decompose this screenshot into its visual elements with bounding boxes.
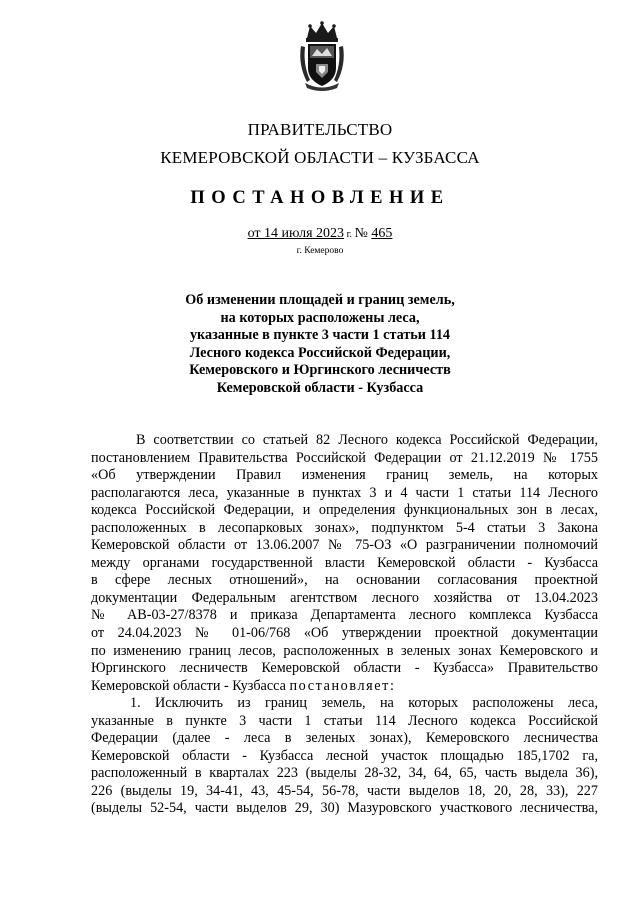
title-line: Лесного кодекса Российской Федерации, (189, 344, 451, 361)
body-line: от 24.04.2023 № 01-06/768 «Об утверждении проектной документации (91, 625, 598, 642)
title-line: Об изменении площадей и границ земель, (185, 292, 455, 308)
body-line: между органами государственной власти Кемеровской области - Кузбасса (91, 554, 598, 571)
document-number: 465 (371, 226, 393, 241)
city-name: г. Кемерово (296, 246, 344, 256)
document-title (150, 292, 490, 398)
government-name-line1: ПРАВИТЕЛЬСТВО (247, 120, 393, 139)
body-line: № АВ-03-27/8378 и приказа Департамента лесного комплекса Кузбасса (91, 607, 598, 624)
body-line: Юргинского лесничеств Кемеровской области - Кузбасса» Правительство (91, 660, 598, 677)
body-line: располагаются леса, указанные в пунктах 3 и 4 части 1 статьи 114 Лесного (91, 484, 598, 501)
coat-of-arms-icon (297, 20, 347, 92)
body-line: 1. Исключить из границ земель, на которых расположены леса, (130, 695, 598, 712)
body-line: 226 (выделы 19, 34-41, 43, 45-54, 56-78, части выделов 18, 20, 28, 33), 227 (91, 782, 598, 799)
body-line: Кемеровской области - Кузбасса лесной участок площадью 185,1702 га, (91, 747, 598, 764)
body-line: по изменению границ лесов, расположенных в зеленых зонах Кемеровского и (91, 642, 598, 659)
body-line: расположенных в лесопарковых зонах», подпунктом 5-4 статьи 3 Закона (91, 519, 598, 536)
title-line: на которых расположены леса, (220, 309, 420, 326)
document-type: ПОСТАНОВЛЕНИЕ (190, 188, 450, 208)
year-suffix: г. (344, 229, 355, 240)
body-line-text: Кемеровской области - Кузбасса (91, 677, 290, 694)
document-date: 14 июля 2023 (264, 226, 345, 241)
body-line: в сфере лесных отношений», на основании согласования проектной (91, 572, 598, 589)
resolves-word: постановляет: (289, 677, 396, 694)
body-line: постановлением Правительства Российской Федерации от 21.12.2019 № 1755 (91, 449, 598, 466)
body-line: кодекса Российской Федерации, и определения функциональных зон в лесах, (91, 502, 598, 519)
body-line: Кемеровской области от 13.06.2007 № 75-ОЗ «О разграничении полномочий (91, 537, 598, 554)
government-name-line2: КЕМЕРОВСКОЙ ОБЛАСТИ – КУЗБАССА (160, 148, 480, 167)
title-line: Кемеровского и Юргинского лесничеств (189, 362, 451, 379)
number-prefix: № (354, 226, 372, 241)
body-line: указанные в пункте 3 части 1 статьи 114 Лесного кодекса Российской (91, 712, 598, 729)
body-line: В соответствии со статьей 82 Лесного кодекса Российской Федерации, (136, 432, 598, 448)
body-line: документации Федеральным агентством лесного хозяйства от 13.04.2023 (91, 589, 598, 606)
title-line: указанные в пункте 3 части 1 статьи 114 (189, 327, 451, 344)
body-line: (выделы 52-54, части выделов 29, 30) Мазуровского участкового лесничества, (91, 800, 598, 817)
body-line: расположенный в кварталах 223 (выделы 28-32, 34, 64, 65, часть выдела 36), (91, 765, 598, 782)
body-line: «Об утверждении Правил изменения границ земель, на которых (91, 467, 598, 484)
title-line: Кемеровской области - Кузбасса (216, 379, 424, 396)
body-line-resolves (91, 678, 598, 696)
document-body (91, 432, 598, 818)
date-number-line (0, 226, 640, 242)
date-prefix: от (247, 226, 265, 241)
body-line: Федерации (далее - леса в зеленых зонах), Кемеровского лесничества (91, 730, 598, 747)
